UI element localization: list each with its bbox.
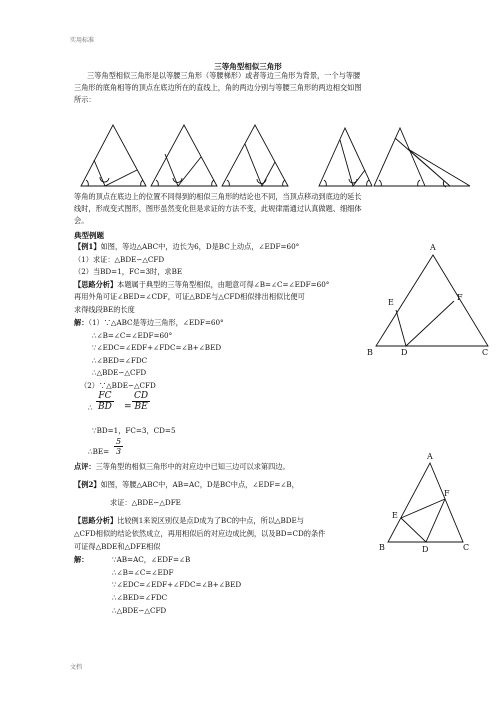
fig2-label-c: C — [463, 543, 470, 552]
example2-prove: 求证：△BDE∽△DFE — [110, 498, 181, 507]
comment1-label: 点评： — [74, 462, 96, 471]
fig1-label-b: B — [367, 348, 373, 357]
outro-paragraph — [74, 191, 434, 228]
fig2-label-e: E — [392, 511, 398, 520]
fig1-label-e: E — [388, 298, 394, 307]
fraction-denominator: 3 — [116, 447, 122, 456]
triangle-figure-5 — [374, 128, 470, 187]
solution2-label: 解： — [74, 555, 89, 564]
example1-label: 【例1】 — [74, 242, 101, 251]
outro-line: 等角的顶点在底边上的位置不同得到的相似三角形的结论也不同，当顶点移动到底边的延长 — [74, 192, 362, 201]
example2-figure — [388, 463, 463, 542]
solution2-line: ∵AB=AC，∠EDF=∠B — [112, 555, 191, 564]
comment1-text: 三等角型的相似三角形中的对应边中已知三边可以求第四边。 — [95, 462, 290, 471]
analysis2-line: 可证得△BDE和△DFE相似 — [74, 542, 161, 551]
triangle-figure-4 — [319, 128, 372, 186]
analysis1-line: 求得线段BE的长度 — [74, 305, 135, 314]
intro-line: 三角形的底角相等的顶点在底边所在的直线上，角的两边分别与等腰三角形的两边相交如图 — [74, 83, 362, 93]
intro-line: 所示： — [74, 95, 96, 105]
fig2-label-f: F — [444, 489, 450, 498]
solution1-line: （2）∵△BDE∽△CFD — [80, 381, 156, 390]
section-title: 典型例题 — [74, 231, 104, 240]
example1-text: 如图，等边△ABC中，边长为6，D是BC上动点，∠EDF=60° — [100, 242, 300, 251]
analysis2-line — [74, 516, 304, 526]
solution1-line: ∴∠BED=∠FDC — [92, 356, 148, 365]
equals-sign: = — [124, 402, 132, 412]
solution1-text: （1）∵△ABC是等边三角形，∠EDF=60° — [88, 318, 224, 327]
analysis2-line: △CFD相似的结论依然成立，再用相似后的对应边成比例，以及BD=CD的条件 — [74, 529, 326, 538]
triangle-figure-1 — [81, 125, 146, 186]
intro-line: 三等角型相似三角形是以等腰三角形（等腰梯形）或者等边三角形为背景，一个与等腰 — [87, 71, 361, 80]
analysis1-label: 【思路分析】 — [74, 280, 118, 289]
triangle-figure-2 — [151, 125, 217, 186]
solution1-label: 解： — [74, 318, 89, 327]
page-header: 实用标准 — [70, 37, 95, 44]
fraction-numerator: FC — [96, 391, 114, 402]
example1-statement — [74, 242, 299, 252]
solution1-line: ∵∠EDC=∠EDF+∠FDC=∠B+∠BED — [92, 343, 222, 352]
fraction-fc-bd — [96, 391, 114, 412]
fraction-numerator: CD — [134, 391, 149, 401]
fig1-label-f: F — [457, 293, 463, 302]
solution1-line — [74, 318, 224, 328]
fig1-label-c: C — [482, 348, 489, 357]
comment1-line — [74, 462, 290, 472]
example1-question2: （2）当BD=1，FC=3时，求BE — [74, 267, 183, 276]
solution2-line — [74, 555, 88, 565]
triangle-figure-3 — [222, 125, 288, 186]
example2-statement — [74, 480, 299, 490]
fig2-label-b: B — [379, 543, 385, 552]
outro-line: 线时，形成变式图形，图形虽然变化但是求证的方法不变，此规律需通过认真做题、细细体 — [74, 204, 362, 214]
page-title: 三等角型相似三角形 — [214, 62, 282, 71]
solution2-line: ∵∠EDC=∠EDF+∠FDC=∠B+∠BED — [112, 580, 242, 589]
fig2-label-d: D — [422, 545, 429, 554]
solution1-line: ∴∠B=∠C=∠EDF=60° — [92, 331, 173, 340]
analysis1-text: 本题属于典型的三等角型相似，由题意可得∠B=∠C=∠EDF=60° — [117, 280, 330, 289]
fraction-denominator: BE — [134, 402, 148, 412]
solution2-line: ∴∠BED=∠FDC — [112, 593, 168, 602]
therefore-symbol: ∴ — [88, 403, 93, 412]
fraction-result — [114, 437, 123, 456]
fig1-label-a: A — [430, 243, 436, 252]
fig1-label-d: D — [401, 348, 408, 357]
solution2-line: ∴∠B=∠C=∠EDF — [112, 568, 174, 577]
fraction-denominator: BD — [98, 402, 112, 412]
example2-label: 【例2】 — [74, 480, 101, 489]
analysis1-line — [74, 280, 329, 290]
solution1-result: ∴BE= — [88, 447, 110, 456]
solution2-line: ∴△BDE∽△CFD — [112, 606, 167, 615]
page-footer: 文档 — [70, 664, 83, 671]
example2-text: 如图，等腰△ABC中，AB=AC，D是BC中点，∠EDF=∠B， — [100, 480, 299, 489]
analysis1-line: 再用外角可证∠BED=∠CDF，可证△BDE与△CFD相似排出相似比便可 — [74, 292, 305, 301]
example1-question1: （1）求证：△BDE∽△CFD — [74, 255, 165, 264]
fraction-numerator: 5 — [116, 437, 122, 446]
solution1-given: ∵BD=1，FC=3，CD=5 — [92, 426, 176, 435]
analysis2-label: 【思路分析】 — [74, 516, 118, 525]
fig2-label-a: A — [427, 452, 433, 461]
analysis2-text: 比较例1来说区别仅是点D成为了BC的中点，所以△BDE与 — [117, 516, 304, 525]
fraction-cd-be — [132, 391, 150, 412]
outro-line: 会。 — [74, 216, 89, 226]
solution1-line: ∴△BDE∽△CFD — [92, 368, 147, 377]
